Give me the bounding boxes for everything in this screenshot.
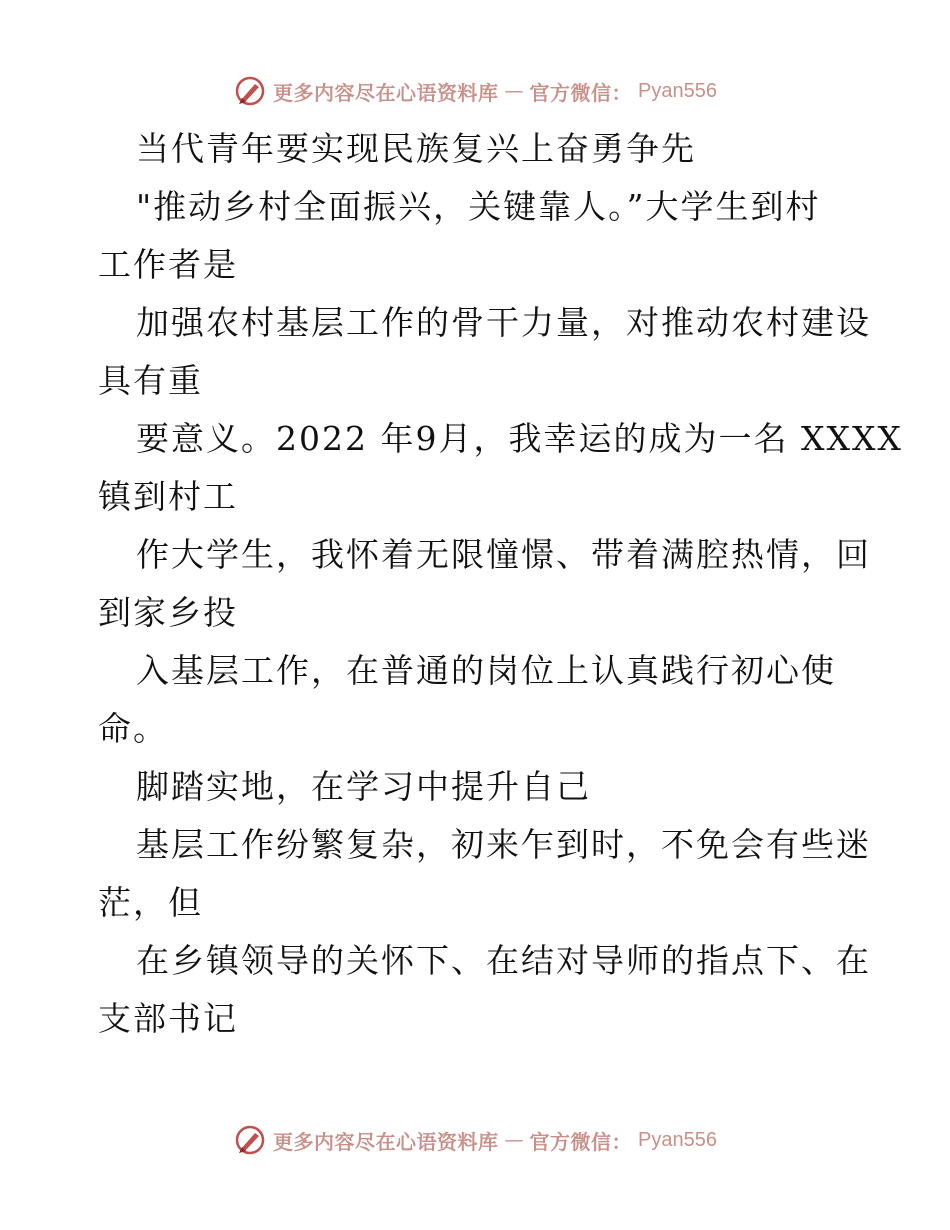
- doc-line: 要意义。2022 年9月，我幸运的成为一名 XXXX: [136, 419, 903, 458]
- watermark-text: 更多内容尽在心语资料库: [273, 1129, 499, 1154]
- watermark-text: 更多内容尽在心语资料库: [273, 80, 499, 105]
- doc-line: 加强农村基层工作的骨干力量，对推动农村建设: [136, 303, 871, 342]
- doc-line: 具有重: [98, 361, 203, 400]
- watermark-account: Pyan556: [638, 1128, 717, 1151]
- doc-line: 茫，但: [98, 883, 203, 922]
- watermark-label: 官方微信：: [529, 1129, 633, 1154]
- doc-line: 基层工作纷繁复杂，初来乍到时，不免会有些迷: [136, 825, 871, 864]
- pen-logo-icon: [233, 1123, 267, 1157]
- doc-line: 作大学生，我怀着无限憧憬、带着满腔热情，回: [136, 535, 871, 574]
- pen-logo-icon: [233, 74, 267, 108]
- doc-line: 支部书记: [98, 999, 238, 1038]
- doc-line: 在乡镇领导的关怀下、在结对导师的指点下、在: [136, 941, 871, 980]
- watermark-account: Pyan556: [638, 79, 717, 102]
- footer-watermark: [0, 1120, 950, 1160]
- doc-line: 镇到村工: [98, 477, 238, 516]
- document-body: [98, 120, 903, 1048]
- watermark-separator: —: [504, 1129, 524, 1151]
- doc-line: 脚踏实地，在学习中提升自己: [136, 767, 591, 806]
- header-watermark: [0, 71, 950, 111]
- doc-line: 命。: [98, 709, 168, 748]
- doc-line: 当代青年要实现民族复兴上奋勇争先: [136, 129, 696, 168]
- watermark-separator: —: [504, 80, 524, 102]
- doc-line: "推动乡村全面振兴，关键靠人。”大学生到村: [136, 187, 821, 226]
- doc-line: 到家乡投: [98, 593, 238, 632]
- doc-line: 入基层工作，在普通的岗位上认真践行初心使: [136, 651, 836, 690]
- watermark-label: 官方微信：: [529, 80, 633, 105]
- doc-line: 工作者是: [98, 245, 238, 284]
